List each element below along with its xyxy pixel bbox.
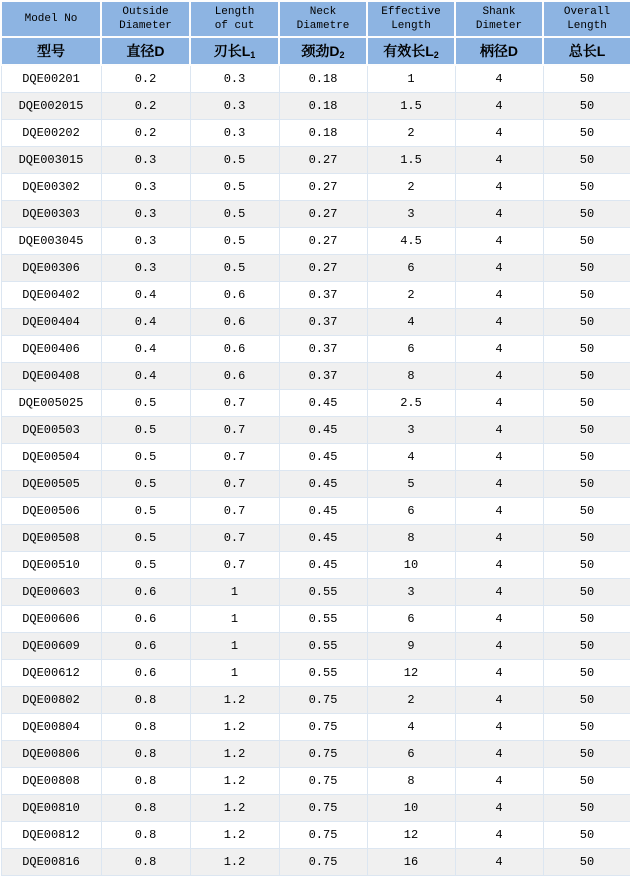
table-row bbox=[1, 822, 630, 849]
table-row bbox=[1, 65, 630, 93]
col-header-outside-diameter-zh bbox=[101, 37, 190, 65]
cell-model-no: DQE00810 bbox=[1, 795, 101, 822]
cell-neck-diametre: 0.75 bbox=[279, 714, 367, 741]
col-header-effective-length-zh bbox=[367, 37, 455, 65]
cell-neck-diametre: 0.18 bbox=[279, 120, 367, 147]
cell-neck-diametre: 0.37 bbox=[279, 363, 367, 390]
cell-overall-length: 50 bbox=[543, 525, 630, 552]
cell-effective-length: 9 bbox=[367, 633, 455, 660]
header-line: of cut bbox=[214, 20, 255, 32]
cell-outside-diameter: 0.8 bbox=[101, 768, 190, 795]
table-row bbox=[1, 849, 630, 876]
cell-length-of-cut: 0.5 bbox=[190, 228, 279, 255]
cell-overall-length: 50 bbox=[543, 309, 630, 336]
header-line: Overall bbox=[563, 6, 611, 18]
cell-shank-dimeter: 4 bbox=[455, 552, 543, 579]
cell-neck-diametre: 0.75 bbox=[279, 687, 367, 714]
col-header-model-no-en bbox=[1, 1, 101, 37]
cell-model-no: DQE00506 bbox=[1, 498, 101, 525]
cell-neck-diametre: 0.45 bbox=[279, 417, 367, 444]
cell-overall-length: 50 bbox=[543, 660, 630, 687]
cell-effective-length: 8 bbox=[367, 768, 455, 795]
table-header bbox=[1, 1, 630, 65]
cell-effective-length: 6 bbox=[367, 336, 455, 363]
cell-model-no: DQE002015 bbox=[1, 93, 101, 120]
table-row bbox=[1, 255, 630, 282]
cell-shank-dimeter: 4 bbox=[455, 228, 543, 255]
cell-outside-diameter: 0.3 bbox=[101, 147, 190, 174]
header-subscript: 2 bbox=[339, 50, 345, 60]
cell-model-no: DQE00606 bbox=[1, 606, 101, 633]
cell-overall-length: 50 bbox=[543, 606, 630, 633]
header-line: Diameter bbox=[119, 20, 172, 32]
cell-neck-diametre: 0.27 bbox=[279, 174, 367, 201]
cell-effective-length: 1.5 bbox=[367, 93, 455, 120]
cell-outside-diameter: 0.8 bbox=[101, 822, 190, 849]
cell-model-no: DQE00816 bbox=[1, 849, 101, 876]
header-line: Length bbox=[391, 20, 431, 32]
cell-shank-dimeter: 4 bbox=[455, 525, 543, 552]
cell-neck-diametre: 0.55 bbox=[279, 633, 367, 660]
cell-effective-length: 1 bbox=[367, 65, 455, 93]
cell-effective-length: 10 bbox=[367, 795, 455, 822]
cell-effective-length: 4 bbox=[367, 444, 455, 471]
cell-model-no: DQE003015 bbox=[1, 147, 101, 174]
cell-outside-diameter: 0.5 bbox=[101, 417, 190, 444]
table-row bbox=[1, 309, 630, 336]
cell-length-of-cut: 0.3 bbox=[190, 65, 279, 93]
header-line: Dimeter bbox=[475, 20, 523, 32]
cell-effective-length: 6 bbox=[367, 606, 455, 633]
cell-neck-diametre: 0.18 bbox=[279, 65, 367, 93]
cell-model-no: DQE00806 bbox=[1, 741, 101, 768]
table-row bbox=[1, 498, 630, 525]
cell-shank-dimeter: 4 bbox=[455, 660, 543, 687]
cell-overall-length: 50 bbox=[543, 228, 630, 255]
cell-neck-diametre: 0.45 bbox=[279, 525, 367, 552]
col-header-effective-length-en bbox=[367, 1, 455, 37]
cell-overall-length: 50 bbox=[543, 336, 630, 363]
header-line: Neck bbox=[309, 6, 337, 18]
cell-neck-diametre: 0.27 bbox=[279, 147, 367, 174]
cell-length-of-cut: 1.2 bbox=[190, 822, 279, 849]
cell-shank-dimeter: 4 bbox=[455, 201, 543, 228]
header-line: Diametre bbox=[296, 20, 350, 32]
cell-neck-diametre: 0.75 bbox=[279, 822, 367, 849]
cell-length-of-cut: 0.7 bbox=[190, 525, 279, 552]
cell-outside-diameter: 0.2 bbox=[101, 65, 190, 93]
cell-overall-length: 50 bbox=[543, 471, 630, 498]
cell-outside-diameter: 0.2 bbox=[101, 93, 190, 120]
cell-neck-diametre: 0.55 bbox=[279, 660, 367, 687]
table-row bbox=[1, 336, 630, 363]
cell-overall-length: 50 bbox=[543, 417, 630, 444]
table-row bbox=[1, 120, 630, 147]
cell-outside-diameter: 0.4 bbox=[101, 309, 190, 336]
cell-shank-dimeter: 4 bbox=[455, 363, 543, 390]
cell-model-no: DQE00504 bbox=[1, 444, 101, 471]
cell-length-of-cut: 1.2 bbox=[190, 768, 279, 795]
table-row bbox=[1, 201, 630, 228]
header-zh-text: 直径D bbox=[126, 43, 165, 59]
cell-neck-diametre: 0.75 bbox=[279, 795, 367, 822]
cell-neck-diametre: 0.37 bbox=[279, 336, 367, 363]
header-zh-text: 有效长L bbox=[383, 43, 434, 59]
cell-model-no: DQE005025 bbox=[1, 390, 101, 417]
cell-shank-dimeter: 4 bbox=[455, 390, 543, 417]
cell-overall-length: 50 bbox=[543, 120, 630, 147]
cell-overall-length: 50 bbox=[543, 282, 630, 309]
cell-effective-length: 8 bbox=[367, 363, 455, 390]
col-header-overall-length-en bbox=[543, 1, 630, 37]
cell-overall-length: 50 bbox=[543, 768, 630, 795]
cell-outside-diameter: 0.3 bbox=[101, 228, 190, 255]
cell-shank-dimeter: 4 bbox=[455, 714, 543, 741]
col-header-overall-length-zh bbox=[543, 37, 630, 65]
cell-length-of-cut: 0.5 bbox=[190, 174, 279, 201]
cell-shank-dimeter: 4 bbox=[455, 255, 543, 282]
cell-length-of-cut: 1.2 bbox=[190, 741, 279, 768]
cell-outside-diameter: 0.8 bbox=[101, 714, 190, 741]
cell-shank-dimeter: 4 bbox=[455, 822, 543, 849]
header-subscript: 1 bbox=[250, 50, 256, 60]
cell-effective-length: 10 bbox=[367, 552, 455, 579]
cell-length-of-cut: 1.2 bbox=[190, 714, 279, 741]
cell-overall-length: 50 bbox=[543, 795, 630, 822]
cell-outside-diameter: 0.8 bbox=[101, 795, 190, 822]
cell-model-no: DQE00802 bbox=[1, 687, 101, 714]
cell-model-no: DQE00201 bbox=[1, 65, 101, 93]
cell-model-no: DQE00603 bbox=[1, 579, 101, 606]
cell-model-no: DQE00808 bbox=[1, 768, 101, 795]
cell-effective-length: 4 bbox=[367, 714, 455, 741]
cell-length-of-cut: 0.7 bbox=[190, 417, 279, 444]
cell-length-of-cut: 1 bbox=[190, 579, 279, 606]
table-row bbox=[1, 552, 630, 579]
table-row bbox=[1, 606, 630, 633]
cell-shank-dimeter: 4 bbox=[455, 795, 543, 822]
cell-effective-length: 2.5 bbox=[367, 390, 455, 417]
cell-overall-length: 50 bbox=[543, 714, 630, 741]
cell-outside-diameter: 0.5 bbox=[101, 444, 190, 471]
cell-outside-diameter: 0.5 bbox=[101, 525, 190, 552]
cell-effective-length: 5 bbox=[367, 471, 455, 498]
header-subscript: 2 bbox=[433, 50, 439, 60]
cell-effective-length: 2 bbox=[367, 687, 455, 714]
header-line: Length bbox=[567, 20, 607, 32]
cell-length-of-cut: 0.5 bbox=[190, 201, 279, 228]
cell-length-of-cut: 0.6 bbox=[190, 363, 279, 390]
cell-shank-dimeter: 4 bbox=[455, 174, 543, 201]
cell-shank-dimeter: 4 bbox=[455, 741, 543, 768]
cell-overall-length: 50 bbox=[543, 255, 630, 282]
cell-outside-diameter: 0.8 bbox=[101, 849, 190, 876]
cell-outside-diameter: 0.6 bbox=[101, 660, 190, 687]
header-row-chinese bbox=[1, 37, 630, 65]
cell-outside-diameter: 0.5 bbox=[101, 552, 190, 579]
cell-neck-diametre: 0.37 bbox=[279, 309, 367, 336]
table-row bbox=[1, 525, 630, 552]
cell-shank-dimeter: 4 bbox=[455, 606, 543, 633]
cell-model-no: DQE00202 bbox=[1, 120, 101, 147]
col-header-outside-diameter-en bbox=[101, 1, 190, 37]
cell-length-of-cut: 0.6 bbox=[190, 309, 279, 336]
cell-overall-length: 50 bbox=[543, 201, 630, 228]
cell-effective-length: 6 bbox=[367, 255, 455, 282]
cell-outside-diameter: 0.3 bbox=[101, 201, 190, 228]
table-row bbox=[1, 147, 630, 174]
cell-neck-diametre: 0.27 bbox=[279, 255, 367, 282]
cell-model-no: DQE00505 bbox=[1, 471, 101, 498]
cell-length-of-cut: 1.2 bbox=[190, 795, 279, 822]
cell-effective-length: 3 bbox=[367, 579, 455, 606]
cell-shank-dimeter: 4 bbox=[455, 498, 543, 525]
cell-outside-diameter: 0.4 bbox=[101, 336, 190, 363]
cell-model-no: DQE00508 bbox=[1, 525, 101, 552]
cell-outside-diameter: 0.8 bbox=[101, 687, 190, 714]
cell-length-of-cut: 0.3 bbox=[190, 93, 279, 120]
cell-neck-diametre: 0.45 bbox=[279, 471, 367, 498]
table-row bbox=[1, 660, 630, 687]
table-row bbox=[1, 741, 630, 768]
table-row bbox=[1, 228, 630, 255]
cell-shank-dimeter: 4 bbox=[455, 336, 543, 363]
cell-effective-length: 2 bbox=[367, 174, 455, 201]
table-row bbox=[1, 633, 630, 660]
cell-overall-length: 50 bbox=[543, 65, 630, 93]
header-zh-text: 刃长L bbox=[213, 43, 251, 59]
cell-length-of-cut: 0.7 bbox=[190, 444, 279, 471]
cell-model-no: DQE00302 bbox=[1, 174, 101, 201]
cell-shank-dimeter: 4 bbox=[455, 282, 543, 309]
cell-overall-length: 50 bbox=[543, 687, 630, 714]
cell-effective-length: 2 bbox=[367, 120, 455, 147]
cell-length-of-cut: 1.2 bbox=[190, 849, 279, 876]
cell-model-no: DQE00402 bbox=[1, 282, 101, 309]
cell-model-no: DQE00306 bbox=[1, 255, 101, 282]
cell-shank-dimeter: 4 bbox=[455, 147, 543, 174]
cell-length-of-cut: 1 bbox=[190, 660, 279, 687]
cell-outside-diameter: 0.3 bbox=[101, 255, 190, 282]
cell-neck-diametre: 0.45 bbox=[279, 390, 367, 417]
cell-outside-diameter: 0.5 bbox=[101, 390, 190, 417]
cell-model-no: DQE00303 bbox=[1, 201, 101, 228]
cell-outside-diameter: 0.2 bbox=[101, 120, 190, 147]
cell-neck-diametre: 0.75 bbox=[279, 849, 367, 876]
cell-shank-dimeter: 4 bbox=[455, 120, 543, 147]
cell-length-of-cut: 1.2 bbox=[190, 687, 279, 714]
table-row bbox=[1, 174, 630, 201]
cell-length-of-cut: 0.5 bbox=[190, 255, 279, 282]
cell-effective-length: 3 bbox=[367, 201, 455, 228]
cell-effective-length: 6 bbox=[367, 741, 455, 768]
cell-outside-diameter: 0.5 bbox=[101, 498, 190, 525]
table-row bbox=[1, 93, 630, 120]
cell-shank-dimeter: 4 bbox=[455, 417, 543, 444]
header-line: Length bbox=[214, 6, 255, 18]
cell-model-no: DQE00404 bbox=[1, 309, 101, 336]
table-row bbox=[1, 282, 630, 309]
table-row bbox=[1, 687, 630, 714]
cell-overall-length: 50 bbox=[543, 822, 630, 849]
cell-shank-dimeter: 4 bbox=[455, 579, 543, 606]
cell-neck-diametre: 0.45 bbox=[279, 498, 367, 525]
cell-outside-diameter: 0.3 bbox=[101, 174, 190, 201]
cell-shank-dimeter: 4 bbox=[455, 768, 543, 795]
cell-outside-diameter: 0.6 bbox=[101, 579, 190, 606]
header-line: Effective bbox=[381, 6, 441, 18]
cell-overall-length: 50 bbox=[543, 741, 630, 768]
table-row bbox=[1, 417, 630, 444]
col-header-neck-diametre-zh bbox=[279, 37, 367, 65]
header-line: Shank bbox=[482, 6, 516, 18]
cell-outside-diameter: 0.4 bbox=[101, 363, 190, 390]
table-row bbox=[1, 444, 630, 471]
cell-overall-length: 50 bbox=[543, 579, 630, 606]
cell-neck-diametre: 0.18 bbox=[279, 93, 367, 120]
cell-shank-dimeter: 4 bbox=[455, 687, 543, 714]
cell-effective-length: 2 bbox=[367, 282, 455, 309]
cell-shank-dimeter: 4 bbox=[455, 471, 543, 498]
cell-neck-diametre: 0.27 bbox=[279, 201, 367, 228]
cell-length-of-cut: 1 bbox=[190, 633, 279, 660]
cell-overall-length: 50 bbox=[543, 93, 630, 120]
cell-length-of-cut: 0.7 bbox=[190, 390, 279, 417]
cell-length-of-cut: 0.6 bbox=[190, 282, 279, 309]
cell-overall-length: 50 bbox=[543, 390, 630, 417]
cell-shank-dimeter: 4 bbox=[455, 444, 543, 471]
header-line: Outside bbox=[122, 6, 169, 18]
col-header-shank-dimeter-en bbox=[455, 1, 543, 37]
cell-effective-length: 6 bbox=[367, 498, 455, 525]
col-header-shank-dimeter-zh bbox=[455, 37, 543, 65]
cell-model-no: DQE00804 bbox=[1, 714, 101, 741]
table-row bbox=[1, 363, 630, 390]
cell-length-of-cut: 0.7 bbox=[190, 471, 279, 498]
cell-model-no: DQE00408 bbox=[1, 363, 101, 390]
cell-length-of-cut: 1 bbox=[190, 606, 279, 633]
cell-overall-length: 50 bbox=[543, 363, 630, 390]
cell-effective-length: 12 bbox=[367, 822, 455, 849]
cell-outside-diameter: 0.5 bbox=[101, 471, 190, 498]
cell-overall-length: 50 bbox=[543, 633, 630, 660]
cell-outside-diameter: 0.6 bbox=[101, 633, 190, 660]
header-zh-text: 总长L bbox=[568, 43, 606, 59]
cell-overall-length: 50 bbox=[543, 444, 630, 471]
cell-length-of-cut: 0.7 bbox=[190, 498, 279, 525]
cell-model-no: DQE00503 bbox=[1, 417, 101, 444]
header-zh-text: 柄径D bbox=[479, 43, 519, 59]
table-row bbox=[1, 768, 630, 795]
cell-effective-length: 3 bbox=[367, 417, 455, 444]
table-body bbox=[1, 65, 630, 876]
header-zh-text: 颈劲D bbox=[301, 43, 340, 59]
cell-model-no: DQE003045 bbox=[1, 228, 101, 255]
cell-shank-dimeter: 4 bbox=[455, 93, 543, 120]
cell-shank-dimeter: 4 bbox=[455, 65, 543, 93]
cell-effective-length: 12 bbox=[367, 660, 455, 687]
cell-overall-length: 50 bbox=[543, 147, 630, 174]
cell-neck-diametre: 0.45 bbox=[279, 444, 367, 471]
table-row bbox=[1, 795, 630, 822]
cell-overall-length: 50 bbox=[543, 174, 630, 201]
table-row bbox=[1, 390, 630, 417]
cell-model-no: DQE00609 bbox=[1, 633, 101, 660]
header-row-english bbox=[1, 1, 630, 37]
col-header-neck-diametre-en bbox=[279, 1, 367, 37]
table-row bbox=[1, 714, 630, 741]
cell-overall-length: 50 bbox=[543, 498, 630, 525]
cell-shank-dimeter: 4 bbox=[455, 309, 543, 336]
cell-neck-diametre: 0.75 bbox=[279, 741, 367, 768]
cell-overall-length: 50 bbox=[543, 552, 630, 579]
cell-neck-diametre: 0.45 bbox=[279, 552, 367, 579]
cell-effective-length: 1.5 bbox=[367, 147, 455, 174]
header-line: Model No bbox=[24, 13, 78, 25]
cell-model-no: DQE00812 bbox=[1, 822, 101, 849]
cell-neck-diametre: 0.75 bbox=[279, 768, 367, 795]
cell-length-of-cut: 0.3 bbox=[190, 120, 279, 147]
table-row bbox=[1, 579, 630, 606]
cell-neck-diametre: 0.37 bbox=[279, 282, 367, 309]
cell-neck-diametre: 0.27 bbox=[279, 228, 367, 255]
col-header-model-no-zh bbox=[1, 37, 101, 65]
col-header-length-of-cut-en bbox=[190, 1, 279, 37]
cell-length-of-cut: 0.7 bbox=[190, 552, 279, 579]
cell-outside-diameter: 0.6 bbox=[101, 606, 190, 633]
cell-effective-length: 8 bbox=[367, 525, 455, 552]
cell-model-no: DQE00612 bbox=[1, 660, 101, 687]
table-row bbox=[1, 471, 630, 498]
cell-length-of-cut: 0.6 bbox=[190, 336, 279, 363]
cell-overall-length: 50 bbox=[543, 849, 630, 876]
cell-outside-diameter: 0.8 bbox=[101, 741, 190, 768]
cell-neck-diametre: 0.55 bbox=[279, 579, 367, 606]
cell-length-of-cut: 0.5 bbox=[190, 147, 279, 174]
cell-effective-length: 4 bbox=[367, 309, 455, 336]
col-header-length-of-cut-zh bbox=[190, 37, 279, 65]
cell-neck-diametre: 0.55 bbox=[279, 606, 367, 633]
cell-outside-diameter: 0.4 bbox=[101, 282, 190, 309]
cell-model-no: DQE00406 bbox=[1, 336, 101, 363]
header-zh-text: 型号 bbox=[37, 43, 65, 59]
cell-shank-dimeter: 4 bbox=[455, 633, 543, 660]
cell-model-no: DQE00510 bbox=[1, 552, 101, 579]
cell-shank-dimeter: 4 bbox=[455, 849, 543, 876]
cell-effective-length: 16 bbox=[367, 849, 455, 876]
cell-effective-length: 4.5 bbox=[367, 228, 455, 255]
